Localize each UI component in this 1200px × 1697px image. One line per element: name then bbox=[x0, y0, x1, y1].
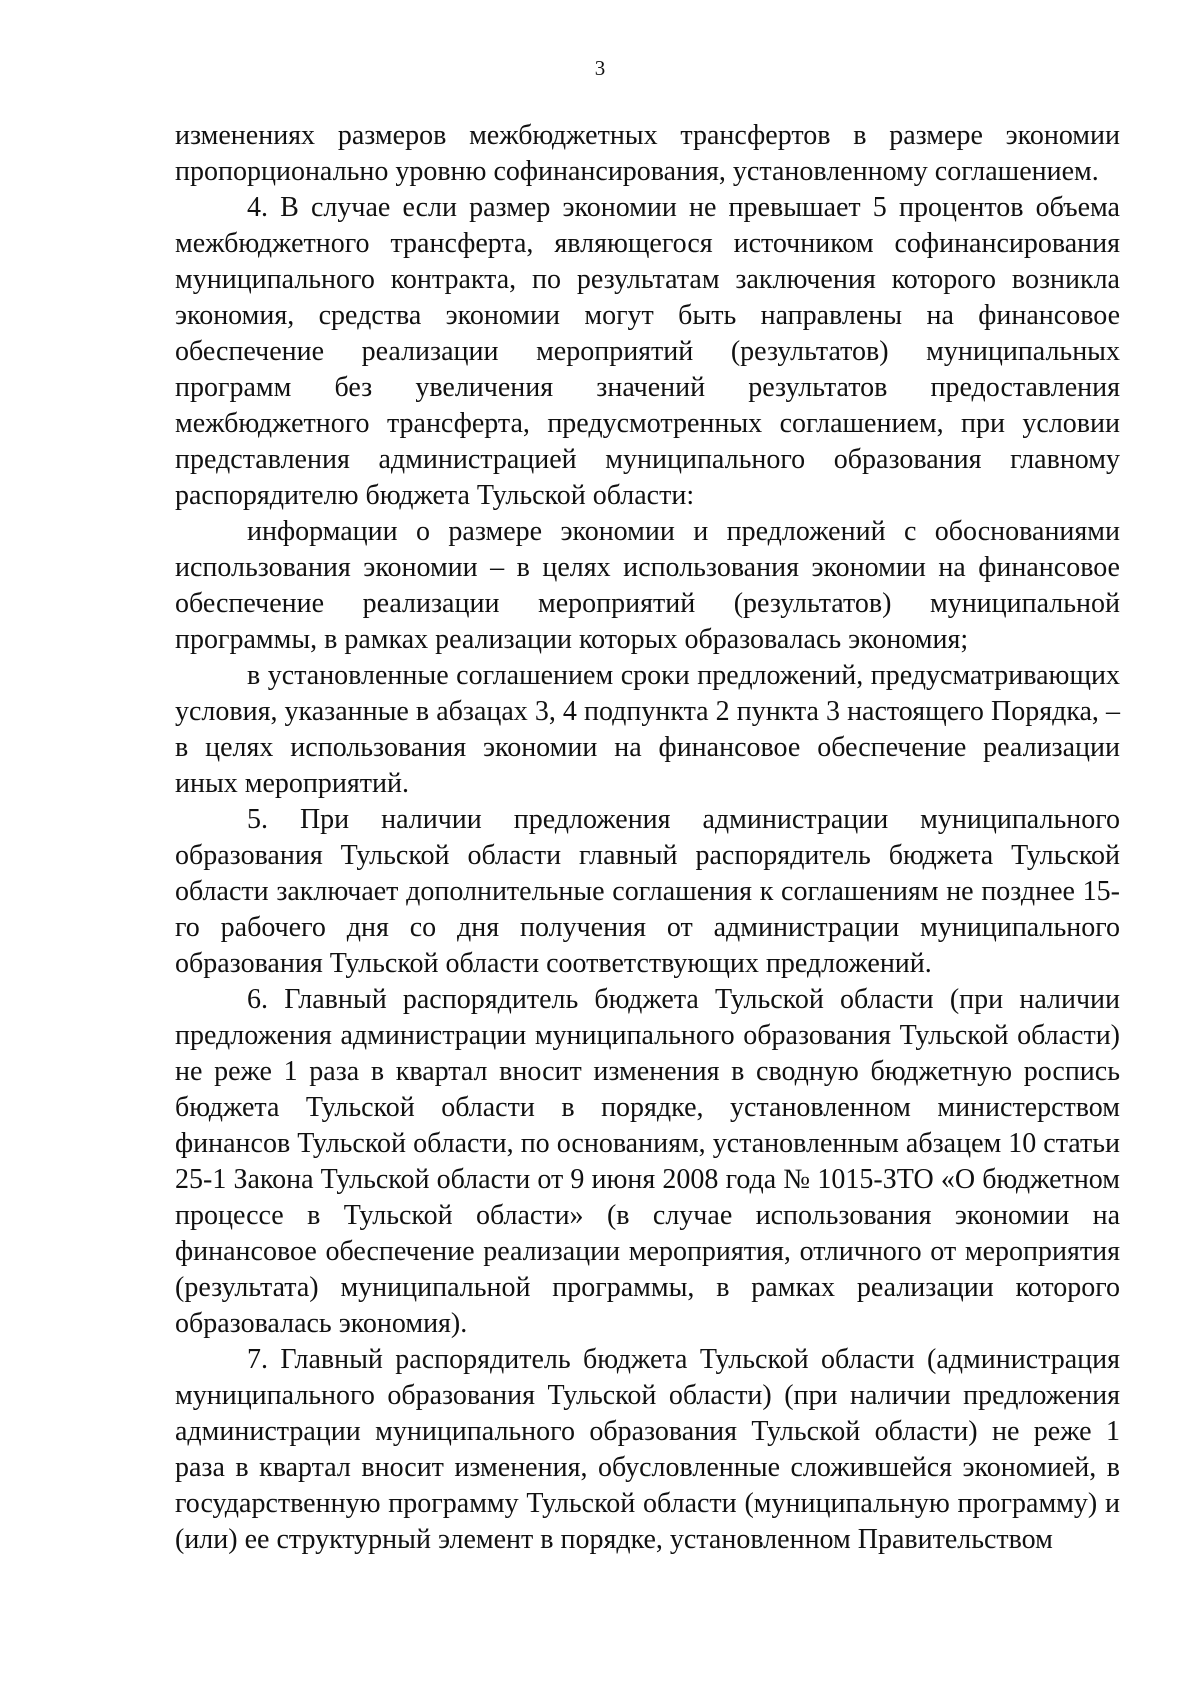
paragraph-item-4: 4. В случае если размер экономии не превышает 5 процентов объема межбюджетного трансферта, являющегося источником софинансирования муниципального контракта, по результатам заключения которого возникла экономия, средства экономии могут быть направлены на финансовое обеспечение реализации мероприятий (результатов) муниципальных программ без увеличения значений результатов предоставления межбюджетного трансферта, предусмотренных соглашением, при условии представления администрацией муниципального образования главному распорядителю бюджета Тульской области: bbox=[175, 192, 1120, 511]
document-body bbox=[175, 118, 1120, 1558]
paragraph-continuation: изменениях размеров межбюджетных трансфертов в размере экономии пропорционально уровню софинансирования, установленному соглашением. bbox=[175, 120, 1120, 187]
paragraph-item-5: 5. При наличии предложения администрации муниципального образования Тульской области главный распорядитель бюджета Тульской области заключает дополнительные соглашения к соглашениям не позднее 15-го рабочего дня со дня получения от администрации муниципального образования Тульской области соответствующих предложений. bbox=[175, 804, 1120, 979]
paragraph-information-clause: информации о размере экономии и предложений с обоснованиями использования экономии – в целях использования экономии на финансовое обеспечение реализации мероприятий (результатов) муниципальной программы, в рамках реализации которых образовалась экономия; bbox=[175, 516, 1120, 655]
paragraph-item-6: 6. Главный распорядитель бюджета Тульской области (при наличии предложения администрации муниципального образования Тульской области) не реже 1 раза в квартал вносит изменения в сводную бюджетную роспись бюджета Тульской области в порядке, установленном министерством финансов Тульской области, по основаниям, установленным абзацем 10 статьи 25-1 Закона Тульской области от 9 июня 2008 года № 1015-ЗТО «О бюджетном процессе в Тульской области» (в случае использования экономии на финансовое обеспечение реализации мероприятия, отличного от мероприятия (результата) муниципальной программы, в рамках реализации которого образовалась экономия). bbox=[175, 984, 1120, 1339]
page-number: 3 bbox=[594, 56, 606, 80]
paragraph-item-7: 7. Главный распорядитель бюджета Тульской области (администрация муниципального образования Тульской области) (при наличии предложения администрации муниципального образования Тульской области) не реже 1 раза в квартал вносит изменения, обусловленные сложившейся экономией, в государственную программу Тульской области (муниципальную программу) и (или) ее структурный элемент в порядке, установленном Правительством bbox=[175, 1344, 1120, 1555]
paragraph-proposals-clause: в установленные соглашением сроки предложений, предусматривающих условия, указанные в абзацах 3, 4 подпункта 2 пункта 3 настоящего Порядка, – в целях использования экономии на финансовое обеспечение реализации иных мероприятий. bbox=[175, 660, 1120, 799]
